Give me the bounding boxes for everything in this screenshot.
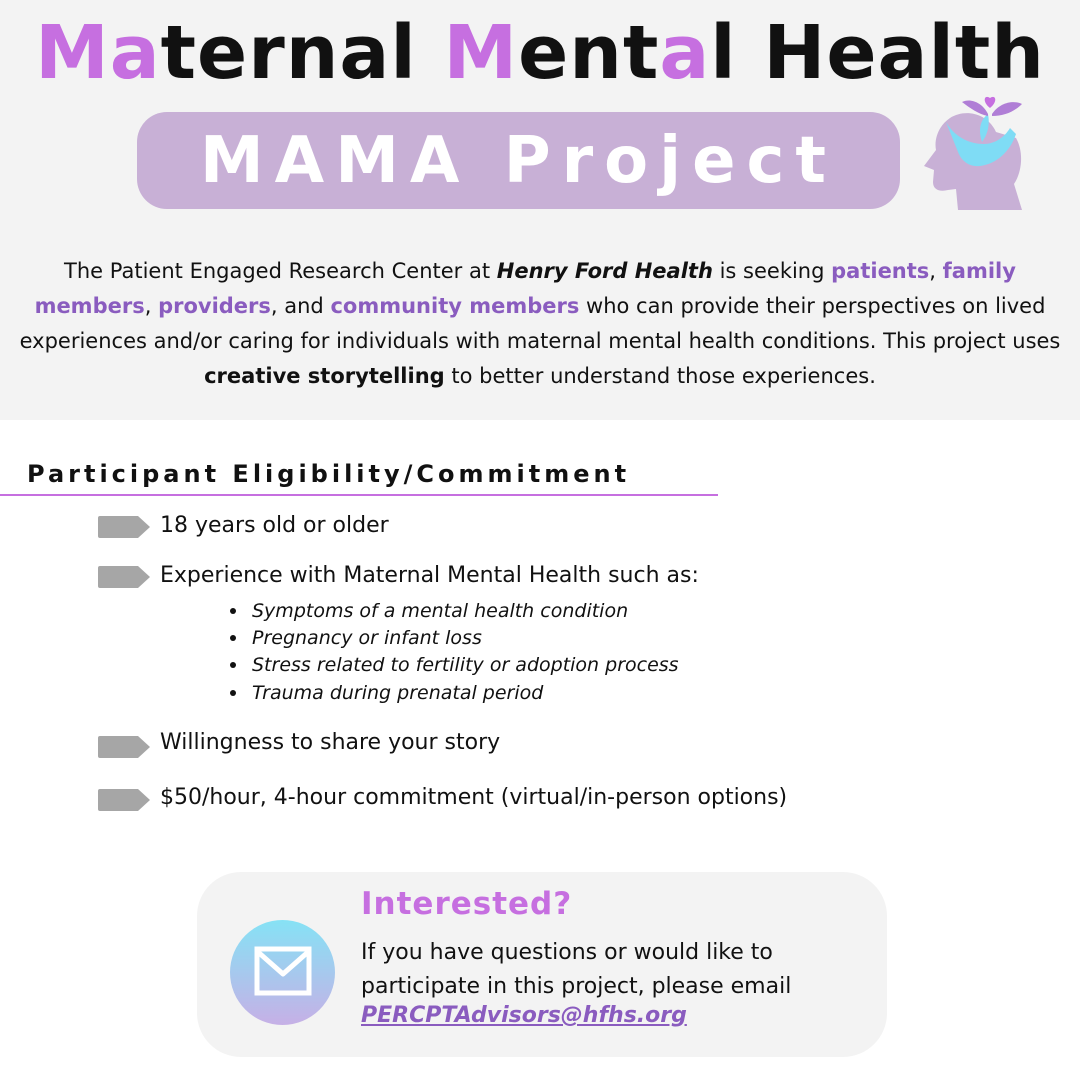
intro-text: to better understand those experiences. <box>444 364 876 388</box>
title-segment: ternal <box>160 10 444 96</box>
list-item <box>230 597 679 624</box>
bullet-dot <box>230 662 236 668</box>
keyword-creative-storytelling: creative storytelling <box>204 364 445 388</box>
title-segment: a <box>659 10 711 96</box>
organization-name: Henry Ford Health <box>496 259 713 283</box>
experience-sub-list <box>230 597 679 706</box>
intro-text: The Patient Engaged Research Center at <box>64 259 497 283</box>
page-title <box>0 10 1080 96</box>
keyword-community-members: community members <box>330 294 580 318</box>
eligibility-item-compensation: $50/hour, 4-hour commitment (virtual/in-person options) <box>160 785 788 810</box>
list-item-text: Stress related to fertility or adoption process <box>252 654 679 677</box>
eligibility-item-willingness: Willingness to share your story <box>160 730 501 755</box>
envelope-icon <box>254 946 312 996</box>
keyword-providers: providers <box>158 294 271 318</box>
project-name: MAMA Project <box>199 123 838 198</box>
intro-text: who can provide their perspectives on lived experiences and/or caring for individuals with maternal mental health conditions. This project uses <box>19 294 1061 353</box>
contact-text: If you have questions or would like to participate in this project, please email <box>361 940 792 999</box>
contact-title: Interested? <box>361 886 573 922</box>
keyword-family-members: family members <box>34 259 1016 318</box>
tag-arrow-icon <box>98 789 150 811</box>
intro-text: , <box>144 294 159 318</box>
list-item <box>230 679 679 706</box>
eligibility-item-experience: Experience with Maternal Mental Health such as: <box>160 563 699 588</box>
contact-email-link[interactable]: PERCPTAdvisors@hfhs.org <box>361 1003 687 1028</box>
title-segment: ent <box>518 10 660 96</box>
project-name-banner <box>137 112 900 209</box>
title-segment: Ma <box>35 10 161 96</box>
eligibility-heading: Participant Eligibility/Commitment <box>27 460 631 488</box>
list-item-text: Trauma during prenatal period <box>252 681 544 704</box>
tag-arrow-icon <box>98 736 150 758</box>
tag-arrow-icon <box>98 516 150 538</box>
bullet-dot <box>230 690 236 696</box>
heading-underline <box>0 494 718 496</box>
eligibility-item-age: 18 years old or older <box>160 513 389 538</box>
bullet-dot <box>230 608 236 614</box>
bullet-dot <box>230 635 236 641</box>
keyword-patients: patients <box>831 259 930 283</box>
list-item-text: Pregnancy or infant loss <box>252 626 482 649</box>
intro-paragraph <box>10 254 1070 394</box>
title-segment: M <box>443 10 519 96</box>
list-item <box>230 624 679 651</box>
title-segment: l Health <box>710 10 1045 96</box>
list-item-text: Symptoms of a mental health condition <box>252 599 629 622</box>
intro-text: is seeking <box>712 259 832 283</box>
tag-arrow-icon <box>98 566 150 588</box>
intro-text: , <box>929 259 943 283</box>
intro-text: , and <box>270 294 331 318</box>
head-hand-flower-icon <box>918 92 1028 210</box>
list-item <box>230 652 679 679</box>
